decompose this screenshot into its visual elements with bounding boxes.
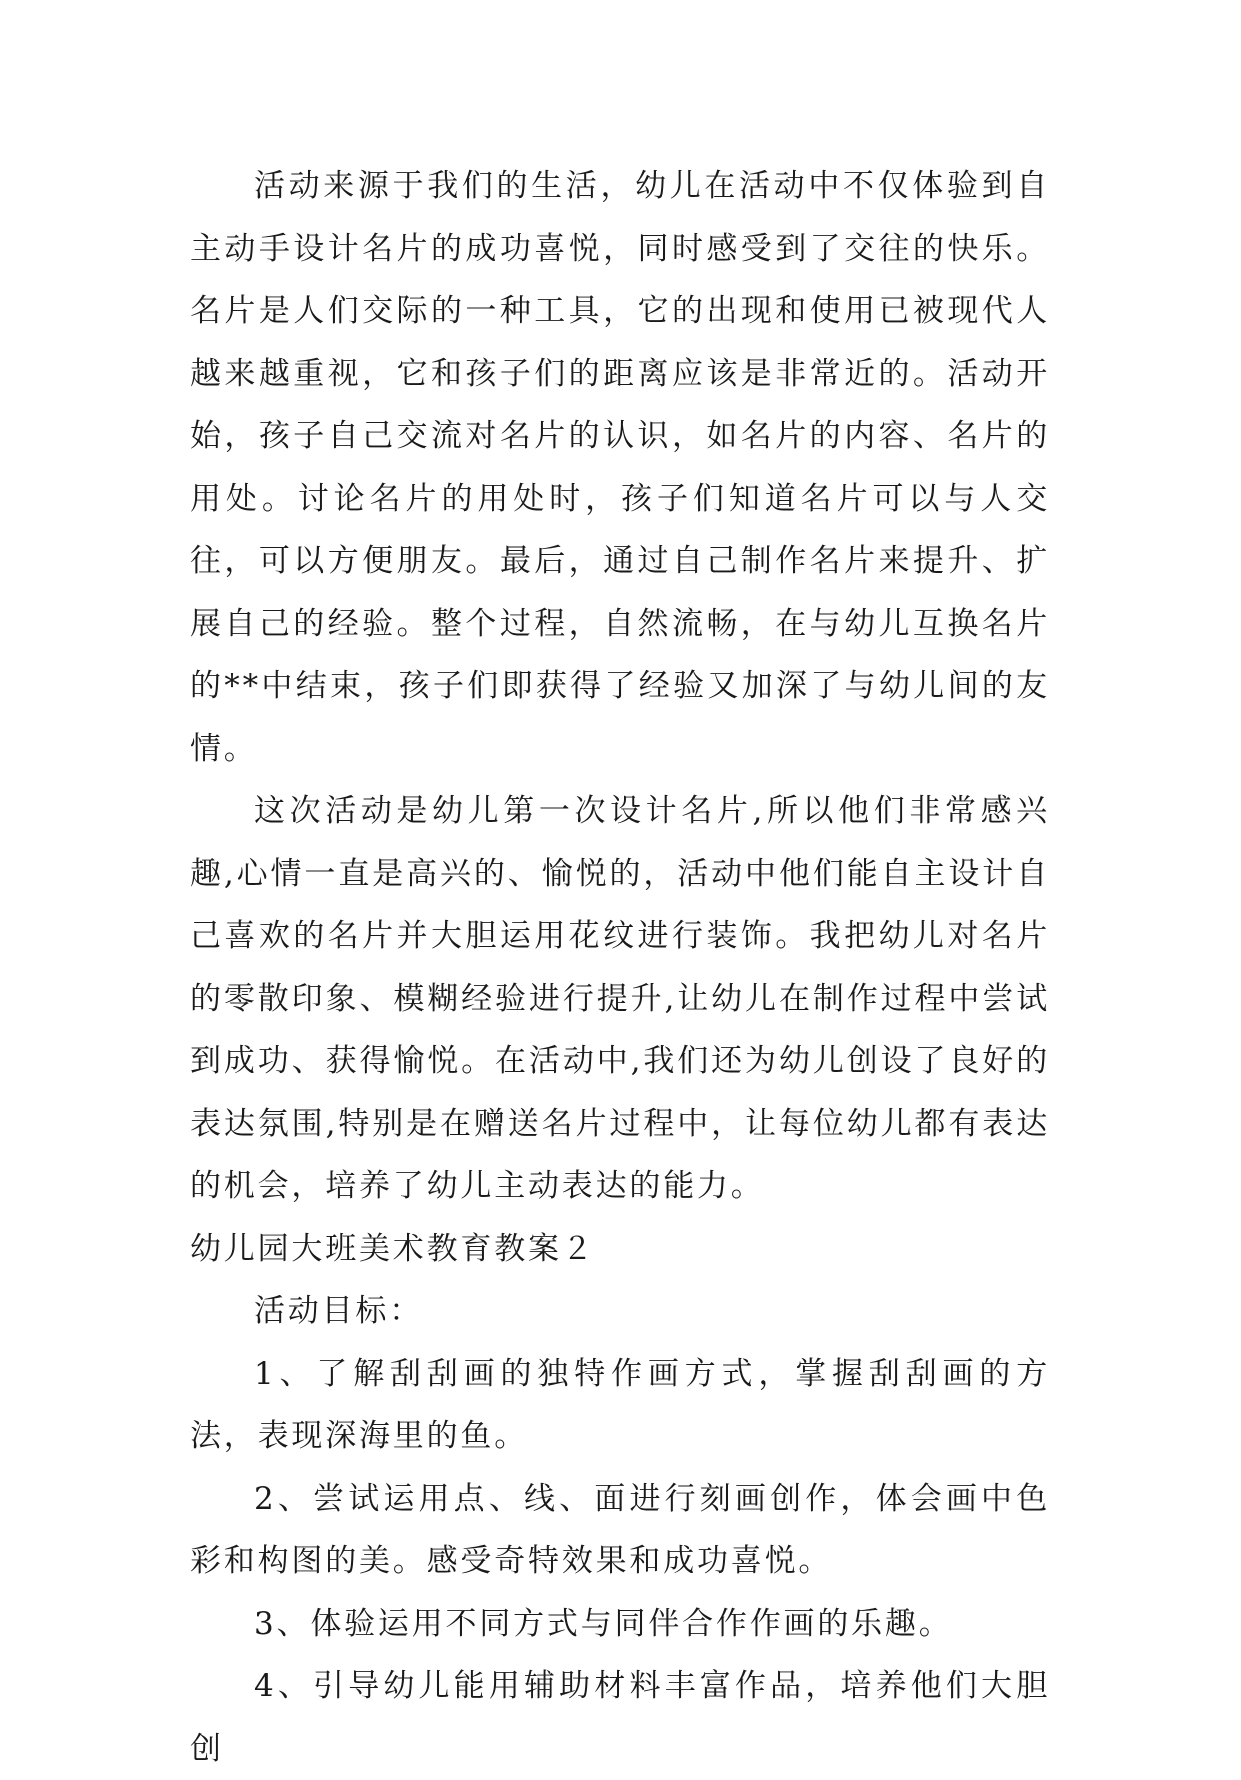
goal-item-1: 1、了解刮刮画的独特作画方式，掌握刮刮画的方法，表现深海里的鱼。 (190, 1355, 1050, 1454)
document-body (190, 155, 1050, 1780)
goal-item-4: 4、引导幼儿能用辅助材料丰富作品，培养他们大胆创 (190, 1668, 1050, 1767)
section-title: 幼儿园大班美术教育教案２ (190, 1230, 596, 1267)
body-paragraph-2: 这次活动是幼儿第一次设计名片,所以他们非常感兴趣,心情一直是高兴的、愉悦的，活动中他们能自主设计自己喜欢的名片并大胆运用花纹进行装饰。我把幼儿对名片的零散印象、模糊经验进行提升,让幼儿在制作过程中尝试到成功、获得愉悦。在活动中,我们还为幼儿创设了良好的表达氛围,特别是在赠送名片过程中，让每位幼儿都有表达的机会，培养了幼儿主动表达的能力。 (190, 793, 1050, 1204)
goal-item-3: 3、体验运用不同方式与同伴合作作画的乐趣。 (254, 1605, 953, 1642)
goals-heading: 活动目标： (254, 1293, 423, 1329)
body-paragraph-1: 活动来源于我们的生活，幼儿在活动中不仅体验到自主动手设计名片的成功喜悦，同时感受到了交往的快乐。名片是人们交际的一种工具，它的出现和使用已被现代人越来越重视，它和孩子们的距离应该是非常近的。活动开始，孩子自己交流对名片的认识，如名片的内容、名片的用处。讨论名片的用处时，孩子们知道名片可以与人交往，可以方便朋友。最后，通过自己制作名片来提升、扩展自己的经验。整个过程，自然流畅，在与幼儿互换名片的**中结束，孩子们即获得了经验又加深了与幼儿间的友情。 (190, 168, 1050, 767)
goal-item-2: 2、尝试运用点、线、面进行刻画创作，体会画中色彩和构图的美。感受奇特效果和成功喜悦。 (190, 1480, 1050, 1579)
